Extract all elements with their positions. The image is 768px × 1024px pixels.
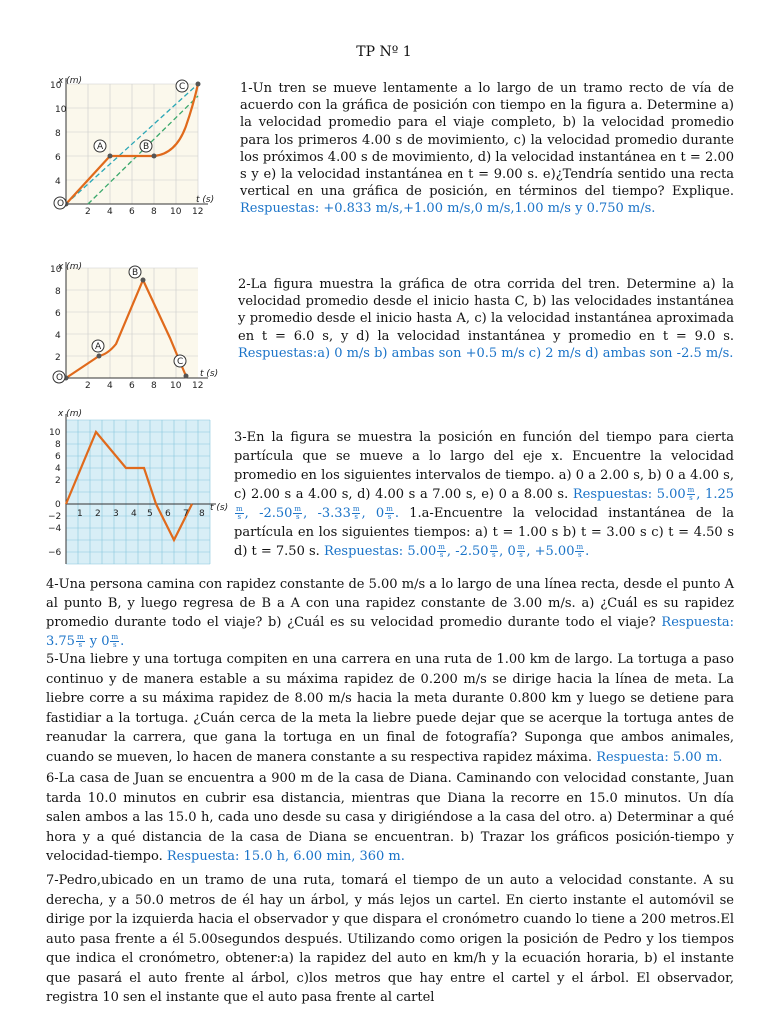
y-tick: 0 (55, 500, 61, 510)
t-tick: 2 (85, 381, 91, 391)
t-tick: 6 (129, 207, 135, 217)
t-tick: 4 (107, 207, 113, 217)
t-tick: 6 (129, 381, 135, 391)
point-o-label: O (56, 373, 64, 383)
point-o-label: O (57, 199, 65, 209)
y-tick: 6 (55, 452, 61, 462)
y-tick: 4 (55, 177, 61, 187)
t-tick: 2 (95, 509, 101, 519)
t-tick: 2 (85, 207, 91, 217)
y-tick: 10 (50, 265, 62, 275)
y-tick: 4 (55, 331, 61, 341)
page-title: TP Nº 1 (356, 44, 412, 60)
t-tick: 3 (113, 509, 119, 519)
y-tick: 8 (55, 287, 61, 297)
problem-1-answer: Respuestas: +0.833 m/s,+1.00 m/s,0 m/s,1.00 m/s y 0.750 m/s. (240, 201, 656, 217)
problem-5: 5-Una liebre y una tortuga compiten en una carrera en una ruta de 1.00 km de largo. La tortuga a paso continuo y de manera estable a su máxima rapidez de 0.200 m/s se dirige hacia la línea de meta. La liebre corre a su máxima rapidez de 8.00 m/s hacia la meta durante 0.800 km y luego se detiene para fastidiar a la tortuga. ¿Cuán cerca de la meta la liebre puede dejar que se acerque la tortuga antes de reanudar la carrera, que gana la tortuga en un final de fotografía? Suponga que ambos animales, cuando se mueven, lo hacen de manera constante a su respectiva rapidez máxima. Respuesta: 5.00 m. (46, 652, 734, 765)
y-tick: 10 (55, 105, 67, 115)
t-tick: 6 (165, 509, 171, 519)
y-axis-label: x (m) (58, 262, 82, 272)
x-axis-label: t (s) (200, 369, 219, 379)
point-c-label: C (179, 82, 186, 92)
y-tick: 6 (55, 153, 61, 163)
problem-7: 7-Pedro,ubicado en un tramo de una ruta, tomará el tiempo de un auto a velocidad constante. A su derecha, y a 50.0 metros de él hay un árbol, y más lejos un cartel. En cierto instante el automóvil se dirige por la izquierda hacia el observador y que dispara el cronómetro cuando lo tiene a 200 metros.El auto pasa frente a él 5.00segundos después. Utilizando como origen la posición de Pedro y los tiempos que indica el cronómetro, obtener:a) la rapidez del auto en km/h y la ecuación horaria, b) el instante que pasará el auto frente al árbol, c)los metros que hay entre el cartel y el árbol. El observador, registra 10 sen el instante que el auto pasa frente al cartel (46, 873, 734, 1005)
point-b-label: B (132, 268, 139, 278)
problem-3-answer-a: Respuestas: 5.00 $\frac{m}{s}$ , 1.25 $\frac{m}{s}$ , -2.50 $\frac{m}{s}$ , -3.33 $\frac{m}{s}$ , 0 $\frac{m}{s}$ . (236, 486, 734, 521)
y-tick: −6 (48, 548, 62, 558)
y-tick: 2 (55, 353, 61, 363)
problem-3-answer-b: Respuestas: 5.00 $\frac{m}{s}$ , -2.50 $\frac{m}{s}$ , 0 $\frac{m}{s}$ , +5.00 $\frac{m}{s}$ . (323, 543, 590, 559)
y-tick: 6 (55, 309, 61, 319)
t-tick: 10 (170, 381, 182, 391)
y-tick: 8 (55, 440, 61, 450)
x-axis-label: t (s) (196, 195, 215, 205)
t-tick: 5 (147, 509, 153, 519)
graph-figure-c (44, 409, 229, 568)
t-tick: 1 (77, 509, 83, 519)
t-tick: 8 (199, 509, 205, 519)
problem-2-answer: Respuestas:a) 0 m/s b) ambas son +0.5 m/s c) 2 m/s d) ambas son -2.5 m/s. (238, 345, 734, 361)
problem-6: 6-La casa de Juan se encuentra a 900 m de la casa de Diana. Caminando con velocidad constante, Juan tarda 10.0 minutos en cubrir esa distancia, mientras que Diana la recorre en 15.0 minutos. Un día salen ambos a las 15.0 h, cada uno desde su casa y dirigiéndose a la casa del otro. a) Determinar a qué hora y a qué distancia de la casa de Diana se encuentran. b) Trazar los gráficos posición-tiempo y velocidad-tiempo. Respuesta: 15.0 h, 6.00 min, 360 m. (46, 771, 734, 864)
y-axis-label: x (m) (58, 76, 82, 86)
graph-figure-b (48, 262, 223, 392)
problem-2: 2-La figura muestra la gráfica de otra corrida del tren. Determine a) la velocidad promedio desde el inicio hasta C, b) las velocidades instantánea y promedio desde el inicio hasta A, c) la velocidad instantánea aproximada en t = 6.0 s, y d) la velocidad instantánea y promedio en t = 9.0 s. Respuestas:a) 0 m/s b) ambas son +0.5 m/s c) 2 m/s d) ambas son -2.5 m/s. (238, 277, 734, 361)
problem-4: 4-Una persona camina con rapidez constante de 5.00 m/s a lo largo de una línea recta, desde el punto A al punto B, y luego regresa de B a A con una rapidez constante de 3.00 m/s. a) ¿Cuál es su rapidez promedio durante todo el viaje? b) ¿Cuál es su velocidad promedio durante todo el viaje? Respuesta: 3.75 $\frac{m}{s}$ y 0 $\frac{m}{s}$ . (46, 577, 734, 649)
t-tick: 8 (151, 381, 157, 391)
problem-1: 1-Un tren se mueve lentamente a lo largo de un tramo recto de vía de acuerdo con la gráfica de posición con tiempo en la figura a. Determine a) la velocidad promedio para el viaje completo, b) la velocidad promedio para los primeros 4.00 s de movimiento, c) la velocidad promedio durante los próximos 4.00 s de movimiento, d) la velocidad instantánea en t = 2.00 s y e) la velocidad instantánea en t = 9.00 s. e)¿Tendría sentido una recta vertical en una gráfica de posición, en términos del tiempo? Explique. Respuestas: +0.833 m/s,+1.00 m/s,0 m/s,1.00 m/s y 0.750 m/s. (240, 81, 734, 217)
t-tick: 12 (192, 381, 204, 391)
y-tick: 4 (55, 464, 61, 474)
problem-3: 3-En la figura se muestra la posición en función del tiempo para cierta partícula que se mueve a lo largo del eje x. Encuentre la velocidad promedio en los siguientes intervalos de tiempo. a) 0 a 2.00 s, b) 0 a 4.00 s, c) 2.00 s a 4.00 s, d) 4.00 s a 7.00 s, e) 0 a 8.00 s. Respuestas: 5.00 $\frac{m}{s}$ , 1.25 $\frac{m}{s}$ , -2.50 $\frac{m}{s}$ , -3.33 $\frac{m}{s}$ , 0 $\frac{m}{s}$ . 1.a-Encuentre la velocidad instantánea de la partícula en los siguientes tiempos: a) t = 1.00 s b) t = 3.00 s c) t = 4.50 s d) t = 7.50 s. Respuestas: 5.00 $\frac{m}{s}$ , -2.50 $\frac{m}{s}$ , 0 $\frac{m}{s}$ , +5.00 $\frac{m}{s}$ . (234, 430, 735, 559)
t-tick: 4 (107, 381, 113, 391)
t-tick: 12 (192, 207, 204, 217)
point-a-label: A (95, 342, 102, 352)
t-tick: 8 (151, 207, 157, 217)
t-tick: 7 (183, 509, 189, 519)
y-axis-label: x (m) (58, 409, 82, 419)
y-tick: 10 (50, 81, 62, 91)
graph-figure-a (48, 76, 223, 216)
y-tick: 2 (55, 476, 61, 486)
problem-6-answer: Respuesta: 15.0 h, 6.00 min, 360 m. (166, 849, 405, 864)
y-tick: 8 (55, 129, 61, 139)
x-axis-label: t (s) (210, 503, 229, 513)
y-tick: −4 (48, 524, 62, 534)
point-b-label: B (143, 142, 150, 152)
problem-5-answer: Respuesta: 5.00 m. (596, 749, 723, 765)
problem-4-answer: Respuesta: 3.75 $\frac{m}{s}$ y 0 $\frac{m}{s}$ . (46, 615, 734, 649)
t-tick: 4 (131, 509, 137, 519)
point-c-label: C (177, 357, 184, 367)
y-tick: 10 (49, 428, 61, 438)
point-a-label: A (97, 142, 104, 152)
y-tick: −2 (48, 512, 62, 522)
t-tick: 10 (170, 207, 182, 217)
